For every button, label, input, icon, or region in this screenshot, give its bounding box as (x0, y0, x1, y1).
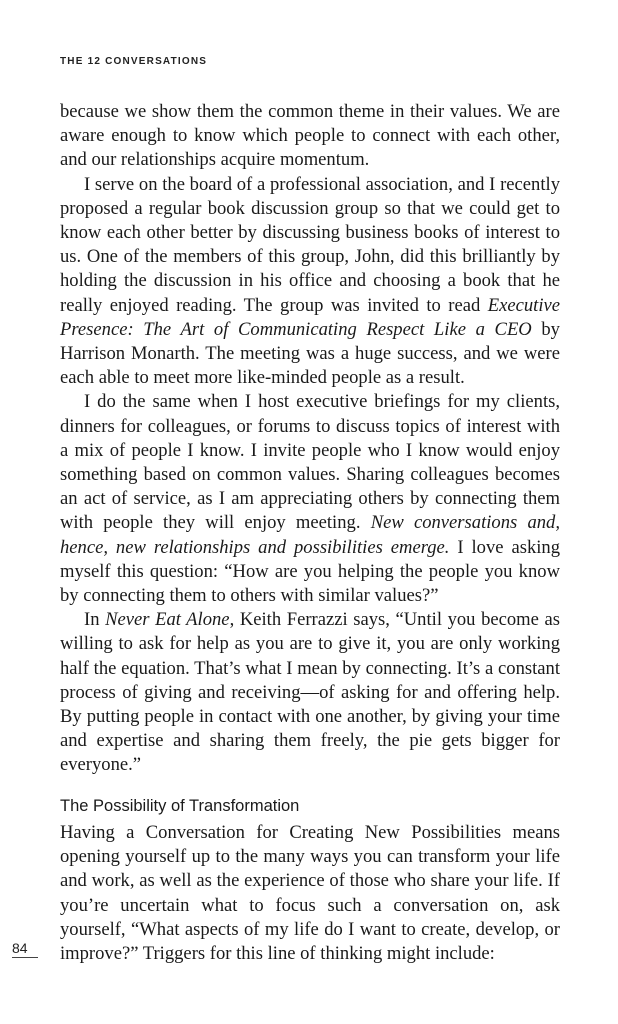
paragraph-4-text-b: , Keith Ferrazzi says, “Until you become as willing to ask for help as you are to give it, you are only working half the equation. That’s what I mean by connecting. It’s a constant process of giving and receiving—of asking for and offering help. By putting people in contact with one another, by giving your time and expertise and sharing them freely, the pie gets bigger for everyone.” (60, 609, 560, 776)
paragraph-5 (60, 821, 560, 966)
book-title-executive-presence: Executive Presence: The Art of Communicating Respect Like a CEO (60, 294, 560, 340)
paragraph-2-text-a: I serve on the board of a professional association, and I recently proposed a regular book discussion group so that we could get to know each other better by discussing business books of interest to us. One of the members of this group, John, did this brilliantly by holding the discussion in his office and choosing a book that he really enjoyed reading. The group was invited to read (60, 173, 560, 316)
page-number: 84 (12, 940, 38, 958)
paragraph-3 (60, 390, 560, 608)
section-heading: The Possibility of Transformation (60, 797, 300, 815)
emphasis-new-conversations: New conversations and, hence, new relationships and possibilities emerge. (60, 512, 560, 558)
paragraph-4 (60, 608, 560, 777)
paragraph-2 (60, 173, 560, 391)
body-text (60, 100, 560, 778)
paragraph-4-text-a: In (84, 609, 106, 631)
paragraph-2-text-b: by Harrison Monarth. The meeting was a huge success, and we were each able to meet more like-minded people as a result. (60, 318, 560, 389)
paragraph-1-text: because we show them the common theme in their values. We are aware enough to know which people to connect with each other, and our relationships acquire momentum. (60, 101, 560, 171)
paragraph-1 (60, 100, 560, 173)
paragraph-5-text: Having a Conversation for Creating New Possibilities means opening yourself up to the many ways you can transform your life and work, as well as the experience of those who share your life. If you’re uncertain what to focus such a conversation on, ask yourself, “What aspects of my life do I want to create, develop, or improve?” Triggers for this line of thinking might include: (60, 822, 560, 965)
book-title-never-eat-alone: Never Eat Alone (105, 609, 230, 631)
running-head: THE 12 CONVERSATIONS (60, 56, 208, 67)
paragraph-3-text-a: I do the same when I host executive briefings for my clients, dinners for colleagues, or forums to discuss topics of interest with a mix of people I know. I invite people who I know would enjoy something based on common values. Sharing colleagues becomes an act of service, as I am appreciating others by connecting them with people they will enjoy meeting. (60, 391, 560, 534)
paragraph-3-text-b: I love asking myself this question: “How are you helping the people you know by connecting them to others with similar values?” (60, 536, 560, 607)
body-text-2 (60, 821, 560, 966)
